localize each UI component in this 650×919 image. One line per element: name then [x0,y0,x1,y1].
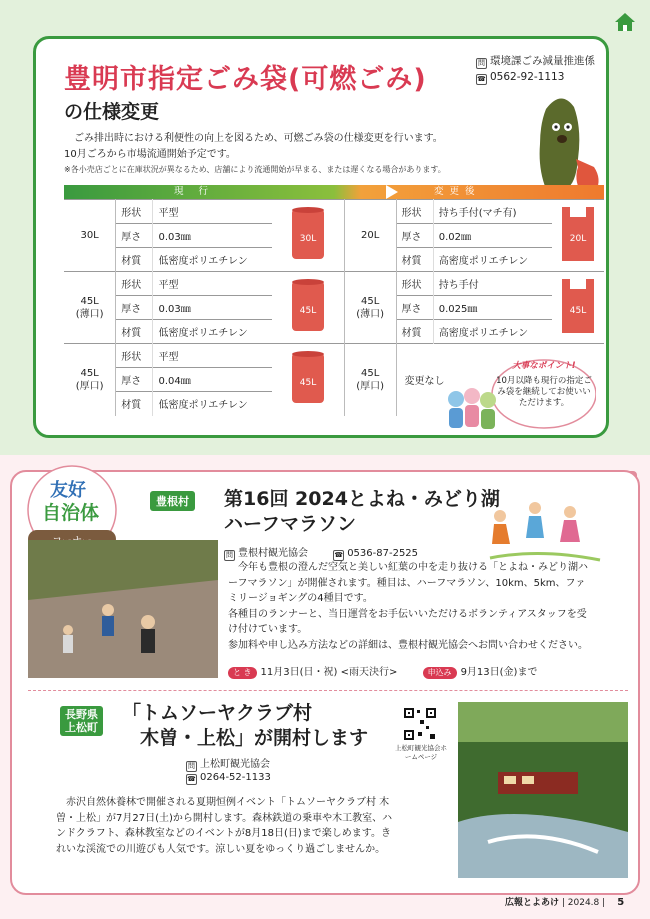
flat-bag-icon [288,205,328,263]
after-bag-size: 45L (薄口) [344,272,396,344]
spec-key: 厚さ [396,296,433,320]
handle-bag-icon [558,205,598,263]
notice-phone[interactable]: 0562-92-1113 [490,71,565,83]
event2-tag: 長野県 上松町 [60,706,103,736]
phone-icon: ☎ [477,75,486,83]
current-bag-image [272,344,344,416]
spec-value: 0.025㎜ [433,296,552,320]
spec-key: 形状 [116,344,153,368]
spec-value: 平型 [153,200,272,224]
badge-line1: 友好 [50,480,86,501]
spec-key: 形状 [396,272,433,296]
event1-schedule: と き 11月3日(日・祝) <雨天決行> 申込み 9月13日(金)まで [228,663,537,679]
svg-text:30L: 30L [299,234,317,244]
event1-body: 今年も豊根の澄んだ空気と美しい紅葉の中を走り抜ける「とよね・みどり湖ハーフマラソン」が開催されます。種目は、ハーフマラソン、10km、5km、ファミリージョギングの4種目です。 各種目のランナーと、当日運営をお手伝いいただけるボランティアスタッフを受け付けています。 参加料や申し込み方法などの詳細は、豊根村観光協会へお問い合わせください。 [228,562,588,651]
event2-title-2: 木曽・上松」が開村します [140,727,369,749]
new-bag-image [552,272,604,344]
svg-text:20L: 20L [569,234,587,244]
page-footer: 広報とよあけ | 2024.8 | 5 [505,897,625,908]
spec-key: 厚さ [116,224,153,248]
svg-text:45L: 45L [299,378,317,389]
spec-value: 0.03㎜ [153,224,272,248]
new-bag-image [552,200,604,272]
qr-code-icon[interactable] [402,706,438,742]
notice-title: 豊明市指定ごみ袋(可燃ごみ) [64,64,427,95]
notice-dept: 環境課ごみ減量推進係 [490,55,595,67]
event1-title-2: ハーフマラソン [224,513,357,535]
spec-key: 厚さ [396,224,433,248]
bag-size: 30L [64,200,116,272]
spec-value: 持ち手付(マチ有) [433,200,552,224]
notice-subtitle: の仕様変更 [64,101,160,123]
spec-value: 0.02㎜ [433,224,552,248]
spec-key: 材質 [116,392,153,416]
spec-key: 材質 [396,248,433,272]
spec-key: 材質 [116,248,153,272]
current-bag-image [272,272,344,344]
garbage-mascot-illustration [516,89,606,199]
event1-title-1: 第16回 2024とよね・みどり湖 [224,488,500,510]
forest-railway-photo [458,702,628,878]
bag-size: 45L (厚口) [64,344,116,416]
spec-value: 低密度ポリエチレン [153,320,272,344]
after-bag-size: 20L [344,200,396,272]
spec-key: 材質 [116,320,153,344]
qr-caption: 上松町観光協会ホームページ [395,744,447,761]
svg-text:45L: 45L [299,306,317,316]
event1-tag: 豊根村 [150,491,195,511]
spec-key: 形状 [116,200,153,224]
spec-key: 材質 [396,320,433,344]
building-icon: 問 [188,762,195,770]
after-bag-size: 45L (厚口) [344,344,396,416]
svg-text:45L: 45L [569,306,587,316]
phone-icon: ☎ [187,775,196,783]
spec-row [64,200,604,224]
notice-contact [476,53,595,85]
notice-intro: ごみ排出時における利便性の向上を図るため、可燃ごみ袋の仕様変更を行います。 10月ごろから市場流通開始予定です。 ※各小売店ごとに在庫状況が異なるため、店舗により流通開始が早まる、または遅くなる場合があります。 [64,133,446,174]
point-heading: 大事なポイント! [512,361,576,371]
flat-bag-icon [288,349,328,407]
spec-row [64,272,604,296]
spec-value: 平型 [153,272,272,296]
spec-key: 形状 [116,272,153,296]
building-icon: 問 [478,59,485,67]
bag-size: 45L (薄口) [64,272,116,344]
flat-bag-icon [288,277,328,335]
current-label: 現 行 [174,186,215,197]
event2-title-1: 「トムソーヤクラブ村 [122,702,313,724]
marathon-photo [28,540,218,678]
spec-key: 厚さ [116,296,153,320]
spec-value: 高密度ポリエチレン [433,320,552,344]
spec-value: 0.04㎜ [153,368,272,392]
event2-phone: ☎ 0264-52-1133 [187,772,271,783]
spec-value: 持ち手付 [433,272,552,296]
spec-value: 高密度ポリエチレン [433,248,552,272]
point-text: 10月以降も現行の指定ごみ袋を継続してお使いいただけます。 [496,376,592,408]
house-icon [614,12,636,32]
building-icon: 問 [226,551,233,559]
divider [28,690,628,691]
phone-icon: ☎ [334,551,344,559]
notice-card [33,36,609,438]
current-bag-image [272,200,344,272]
handle-bag-icon [558,277,598,335]
spec-value: 0.03㎜ [153,296,272,320]
after-label: 変更後 [434,186,481,197]
spec-key: 厚さ [116,368,153,392]
event2-body: 赤沢自然休養林で開催される夏期恒例イベント「トムソーヤクラブ村 木曽・上松」が7月27日(土)から開村します。森林鉄道の乗車や木工教室、ハンドクラフト、森林教室などのイベントが8月18日(日)まで楽しめます。きれいな渓流での川遊びも人気です。涼しい夏をゆっくり過ごしませんか。 [56,797,393,855]
event1-contact: 問 豊根村観光協会 ☎ 0536-87-2525 [226,548,419,559]
important-point-callout [446,354,596,434]
spec-value: 低密度ポリエチレン [153,248,272,272]
spec-value: 低密度ポリエチレン [153,392,272,416]
runners-illustration [480,498,605,566]
badge-line2: 自治体 [42,502,100,524]
spec-value: 平型 [153,344,272,368]
event2-org: 問 上松町観光協会 [188,759,270,770]
no-change-text: 変更なし [396,344,604,416]
spec-key: 形状 [396,200,433,224]
